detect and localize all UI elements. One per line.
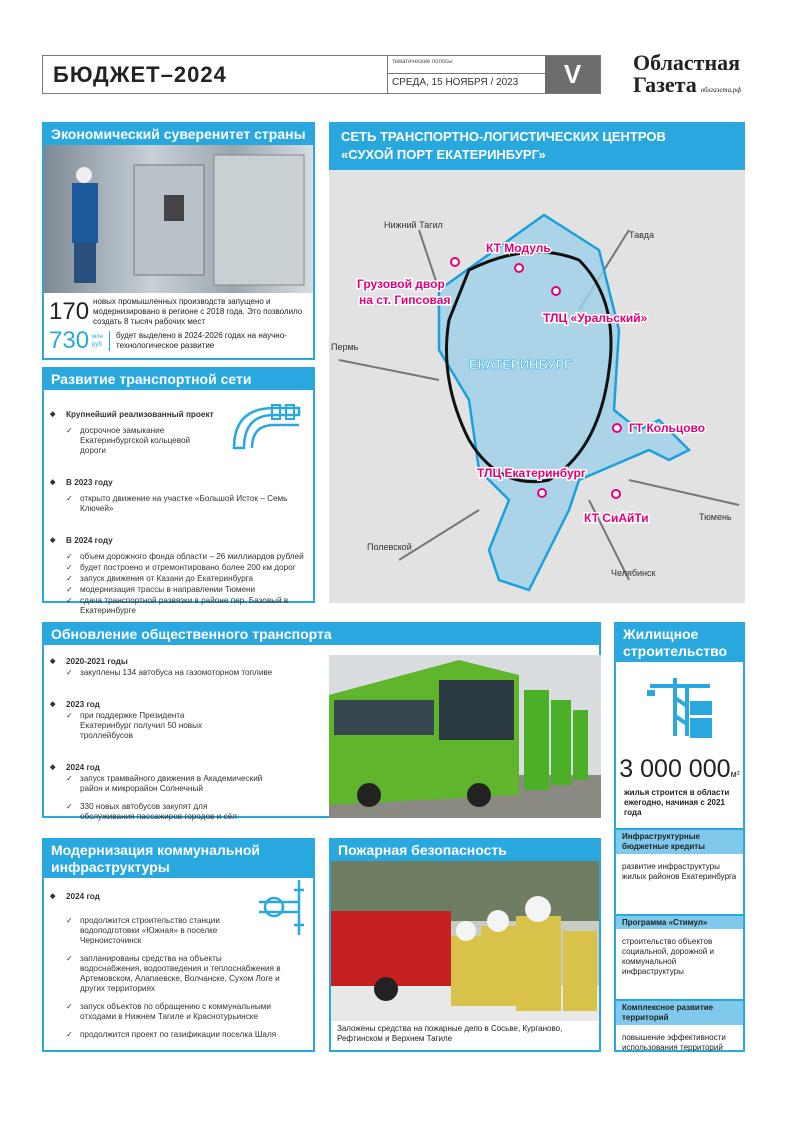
fire-safety-section [329,838,601,1052]
fire-safety-caption: Заложены средства на пожарные депо в Сосьве, Курганово, Рефтинском и Верхнем Тагиле [337,1024,563,1043]
section-label: тематические полосы [388,56,547,74]
page-number: V [545,56,600,93]
map-title-line2: «СУХОЙ ПОРТ ЕКАТЕРИНБУРГ» [341,147,546,162]
transport-section: Развитие транспортной сети ◆ Крупнейший реализованный проект ✓ досрочное замыкание Екатеринбургской кольцевой дороги ◆ В 2023 году ✓ открыто движение на участке «Большой Исток – Семь Ключей» ◆ В 2024 году ✓ объем дорожного фонда области – 26 миллиардов рублей ✓ будет построено и отремонтировано более 200 км дорог ✓ запуск движения от Казани до Екатеринбурга ✓ модернизация трассы в направлении Тюмени ✓ сдача транспортной развязки в районе пер. Базовый в Екатеринбурге [42,367,315,603]
svg-text:ТЛЦ Екатеринбург: ТЛЦ Екатеринбург [477,466,586,480]
pipe-valve-icon [259,880,309,935]
economy-section: Экономический суверенитет страны 170 новых промышленных производств запущено и модернизировано в регионе с 2018 года. Это позволило создать 8 тысяч рабочих мест 730 млн руб будет выделено в 2024-2026 годах на научно-технологическое развитие [42,122,315,360]
stat2-text: будет выделено в 2024-2026 годах на научно-технологическое развитие [109,331,308,351]
svg-text:Полевской: Полевской [367,542,412,552]
svg-text:Грузовой двор: Грузовой двор [357,277,445,291]
housing-value: 3 000 000 [619,755,731,783]
public-transport-section: Обновление общественного транспорта ◆ 2020-2021 годы ✓ закуплены 134 автобуса на газомоторном топливе ◆ 2023 год ✓ при поддержке Президента Екатеринбург получил 50 новых троллейбусов ◆ 2024 год ✓ запуск трамвайного движения в Академический район и микрорайон Солнечный ✓ 330 новых автобусов закупят для обслуживания пассажиров городов и сёл [42,622,601,818]
svg-text:ГТ Кольцово: ГТ Кольцово [629,421,706,435]
fire-safety-title: Пожарная безопасность [331,840,599,861]
logistics-map [329,122,745,603]
factory-photo [44,145,313,293]
transport-title: Развитие транспортной сети [44,369,313,390]
stat1-value: 170 [49,298,90,325]
communal-section: Модернизация коммунальной инфраструктуры ◆ 2024 год ✓ продолжится строительство станции водоподготовки «Южная» в поселке Черноисточинск ✓ запланированы средства на объекты водоснабжения, водоотведения и теплоснабжения в Артемовском, Алапаевске, Волчанске, Сухом Логе и других территориях ✓ запуск объектов по обращению с коммунальными отходами в Нижнем Тагиле и Краснотурьинске ✓ продолжится проект по газификации поселка Шаля [42,838,315,1052]
svg-text:ТЛЦ «Уральский»: ТЛЦ «Уральский» [543,311,648,325]
stat1-text: новых промышленных производств запущено и модернизировано в регионе с 2018 года. Это позволило создать 8 тысяч рабочих мест [93,297,303,326]
svg-text:Челябинск: Челябинск [611,568,656,578]
housing-title: Жилищное строительство [616,624,743,662]
map-title-line1: СЕТЬ ТРАНСПОРТНО-ЛОГИСТИЧЕСКИХ ЦЕНТРОВ [341,129,666,144]
newspaper-logo: Областная Газета облгазета.рф [633,50,742,97]
housing-section: Жилищное строительство 3 000 000м² жилья строится в области ежегодно, начиная с 2021 года Инфраструктурные бюджетные кредиты развитие инфраструктуры жилых районов Екатеринбурга Программа «Стимул» строительство объектов социальной, дорожной и коммунальной инфраструктуры Комплексное развитие территорий повышение эффективности использования территорий [614,622,745,1052]
public-transport-title: Обновление общественного транспорта [44,624,599,645]
section-title: БЮДЖЕТ–2024 [53,62,227,87]
svg-text:Тавда: Тавда [629,230,655,240]
direction-nizhny-tagil: Нижний Тагил [384,220,443,230]
communal-title: Модернизация коммунальной инфраструктуры [44,840,313,878]
stat2-value: 730 [49,327,90,354]
housing-caption: жилья строится в области ежегодно, начиная с 2021 года [624,788,730,817]
svg-text:КТ Модуль: КТ Модуль [486,241,551,255]
firefighters-photo [331,861,599,1021]
crane-icon [645,676,715,741]
svg-text:Тюмень: Тюмень [699,512,732,522]
svg-text:Пермь: Пермь [331,342,359,352]
economy-title: Экономический суверенитет страны [44,124,313,145]
city-label: ЕКАТЕРИНБУРГ [469,357,572,372]
page-header [42,55,601,94]
buses-photo [329,655,601,818]
svg-text:на ст. Гипсовая: на ст. Гипсовая [359,293,451,307]
svg-text:КТ СиАйТи: КТ СиАйТи [584,511,649,525]
issue-date: СРЕДА, 15 НОЯБРЯ / 2023 [392,77,519,88]
